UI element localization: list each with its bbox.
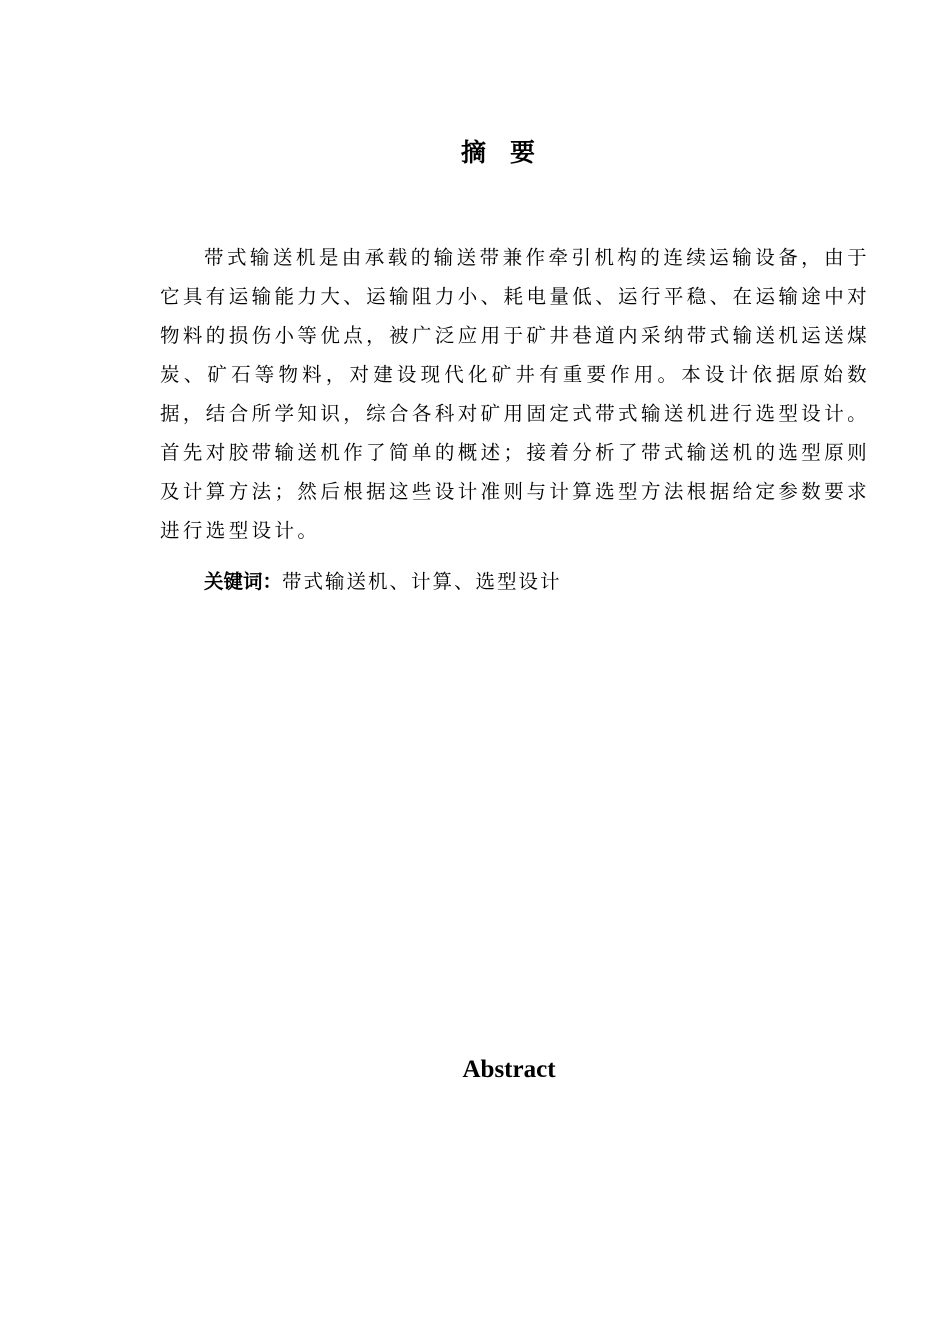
keywords-text: 带式输送机、计算、选型设计 — [282, 570, 562, 593]
keywords-line — [204, 565, 562, 599]
english-abstract-title: Abstract — [462, 1056, 556, 1083]
chinese-abstract-body: 带式输送机是由承载的输送带兼作牵引机构的连续运输设备，由于它具有运输能力大、运输阻力小、耗电量低、运行平稳、在运输途中对物料的损伤小等优点，被广泛应用于矿井巷道内采纳带式输送机运送煤炭、矿石等物料，对建设现代化矿井有重要作用。本设计依据原始数据，结合所学知识，综合各科对矿用固定式带式输送机进行选型设计。首先对胶带输送机作了简单的概述；接着分析了带式输送机的选型原则及计算方法；然后根据这些设计准则与计算选型方法根据给定参数要求进行选型设计。 — [160, 246, 870, 542]
keywords-label: 关键词： — [204, 570, 283, 593]
chinese-abstract-title: 摘要 — [460, 138, 559, 167]
